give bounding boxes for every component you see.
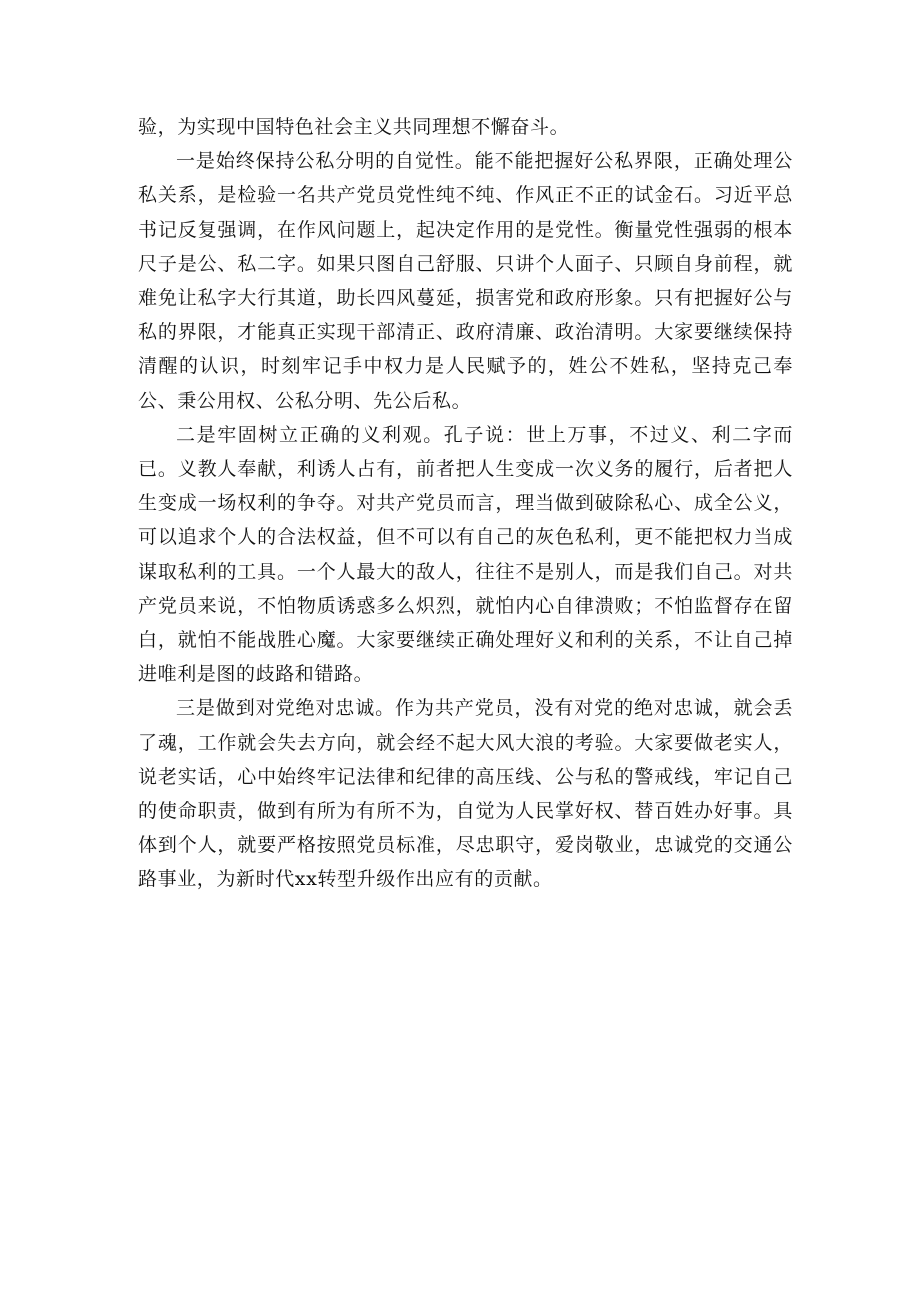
paragraph-continuation: 验，为实现中国特色社会主义共同理想不懈奋斗。 [138, 116, 570, 138]
paragraph-loyalty: 三是做到对党绝对忠诚。作为共产党员，没有对党的绝对忠诚，就会丢了魂，工作就会失去方向，就会经不起大风大浪的考验。大家要做老实人，说老实话，心中始终牢记法律和纪律的高压线、公与私的警戒线，牢记自己的使命职责，做到有所为有所不为，自觉为人民掌好权、替百姓办好事。具体到个人，就要严格按照党员标准，尽忠职守，爱岗敬业，忠诚党的交通公路事业，为新时代xx转型升级作出应有的贡献。 [138, 697, 793, 891]
paragraph-public-private: 一是始终保持公私分明的自觉性。能不能把握好公私界限，正确处理公私关系，是检验一名共产党员党性纯不纯、作风正不正的试金石。习近平总书记反复强调，在作风问题上，起决定作用的是党性。衡量党性强弱的根本尺子是公、私二字。如果只图自己舒服、只讲个人面子、只顾自身前程，就难免让私字大行其道，助长四风蔓延，损害党和政府形象。只有把握好公与私的界限，才能真正实现干部清正、政府清廉、政治清明。大家要继续保持清醒的认识，时刻牢记手中权力是人民赋予的，姓公不姓私，坚持克己奉公、秉公用权、公私分明、先公后私。 [138, 150, 793, 412]
paragraph-righteousness-profit: 二是牢固树立正确的义利观。孔子说：世上万事，不过义、利二字而已。义教人奉献，利诱人占有，前者把人生变成一次义务的履行，后者把人生变成一场权利的争夺。对共产党员而言，理当做到破除私心、成全公义，可以追求个人的合法权益，但不可以有自己的灰色私利，更不能把权力当成谋取私利的工具。一个人最大的敌人，往往不是别人，而是我们自己。对共产党员来说，不怕物质诱惑多么炽烈，就怕内心自律溃败；不怕监督存在留白，就怕不能战胜心魔。大家要继续正确处理好义和利的关系，不让自己掉进唯利是图的歧路和错路。 [138, 423, 793, 686]
document-body [138, 110, 793, 897]
